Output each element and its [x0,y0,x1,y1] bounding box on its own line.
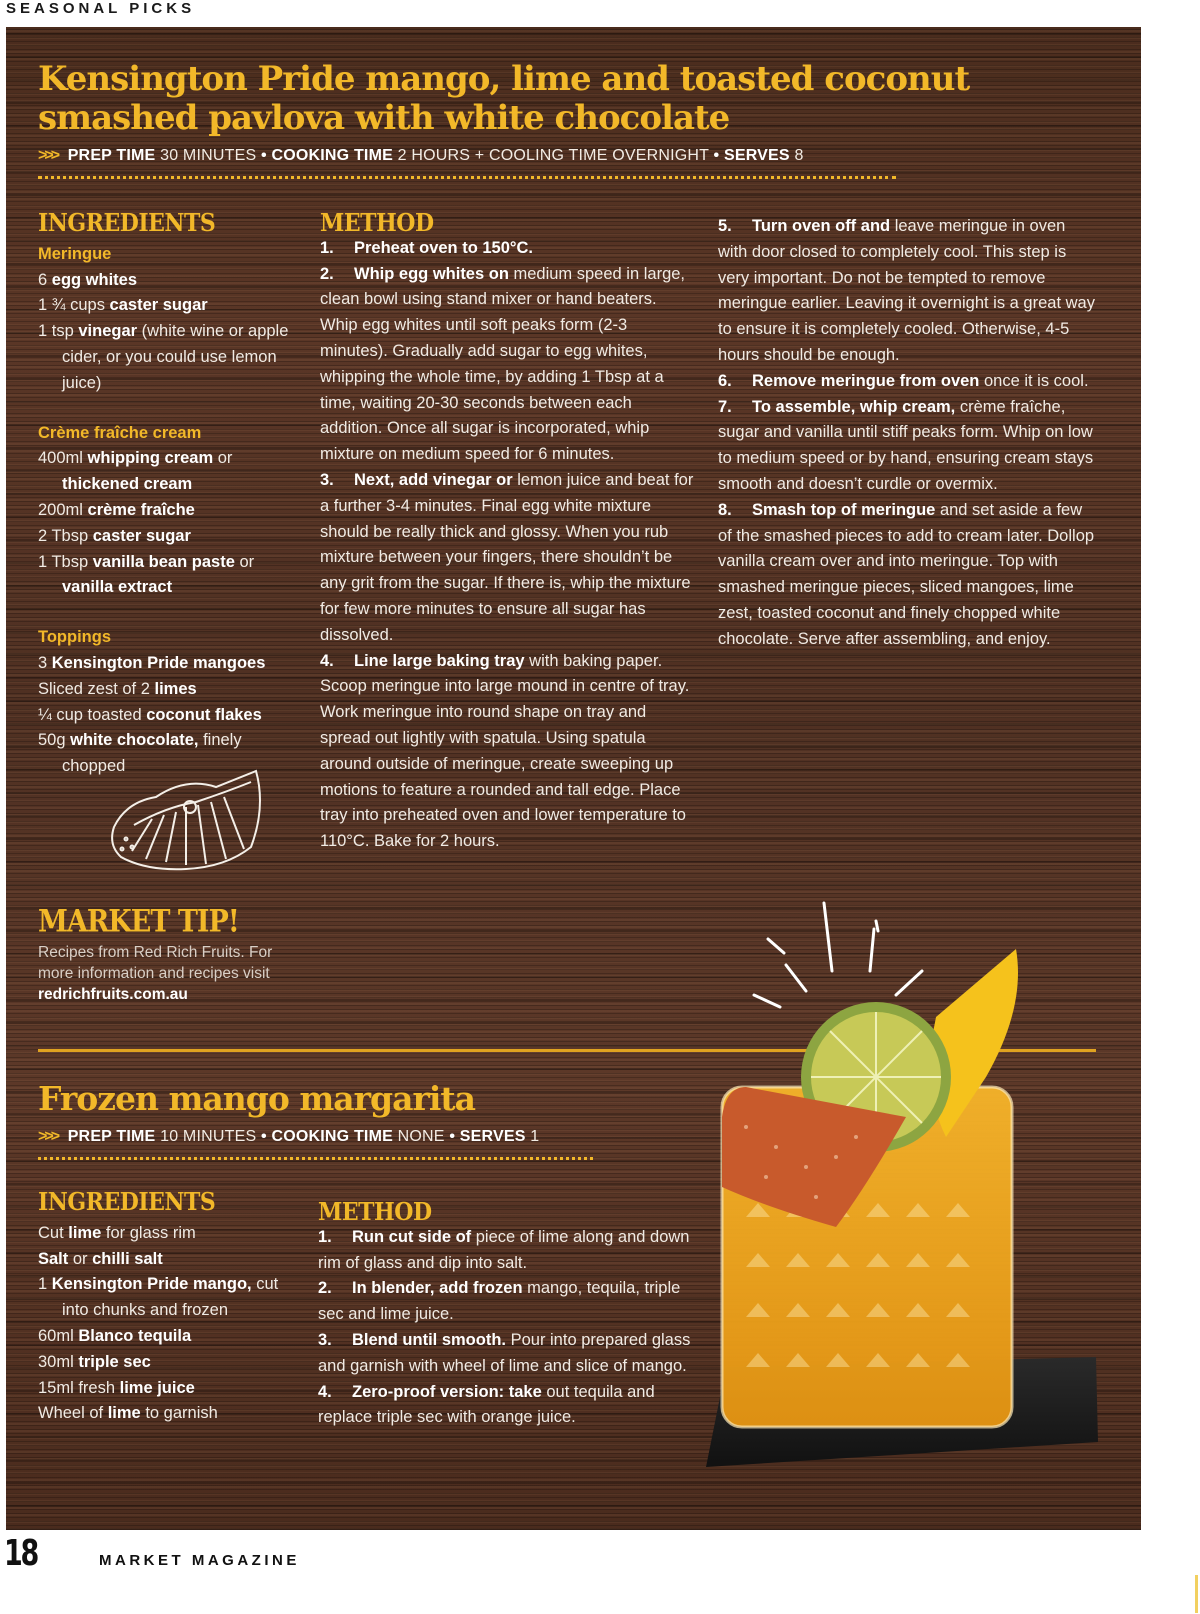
ingredient-item: 3 Kensington Pride mangoes [38,653,266,672]
publication-name: MARKET MAGAZINE [99,1552,300,1569]
recipe-board [6,27,1141,1530]
recipe2-meta: >>> PREP TIME 10 MINUTES • COOKING TIME NONE • SERVES 1 [38,1128,540,1145]
method-step: 8. Smash top of meringue and set aside a few of the smashed pieces to add to cream later. Dollop vanilla cream over and into meringue. Top with smashed meringue pieces, sliced mangoes, lime zest, toasted coconut and finely chopped white chocolate. Serve after assembling, and enjoy. [718,500,1095,648]
recipe1-method-col1 [320,210,698,855]
ingredient-item: 1 tsp vinegar (white wine or apple cider, or you could use lemon juice) [38,322,289,392]
recipe2-ingredients [38,1189,308,1427]
method-heading: METHOD [320,208,434,238]
ingredient-item: 1 Tbsp vanilla bean paste or vanilla extract [38,552,255,597]
chevrons-icon: >>> [38,147,58,164]
method-step: 1. Run cut side of piece of lime along and down rim of glass and dip into salt. [318,1227,690,1272]
ingredient-item: 200ml crème fraîche [38,500,195,519]
method-step: 6. Remove meringue from oven once it is cool. [718,371,1089,390]
ingredient-item: 2 Tbsp caster sugar [38,526,191,545]
method-step: 4. Zero-proof version: take out tequila and replace triple sec with orange juice. [318,1382,655,1427]
recipe1-title: Kensington Pride mango, lime and toasted coconut smashed pavlova with white chocolate [38,59,970,138]
margarita-photo [706,887,1106,1477]
ingredient-item: 400ml whipping cream or thickened cream [38,449,233,494]
recipe1-meta: >>> PREP TIME 30 MINUTES • COOKING TIME 2 HOURS + COOLING TIME OVERNIGHT • SERVES 8 [38,147,804,164]
method-heading: METHOD [318,1197,432,1227]
ingredient-item: 30ml triple sec [38,1352,151,1371]
ingredient-item: 60ml Blanco tequila [38,1326,192,1345]
ingredient-item: Sliced zest of 2 limes [38,679,197,698]
sparkle-lines-icon [754,903,922,1007]
method-step: 2. In blender, add frozen mango, tequila, triple sec and lime juice. [318,1279,681,1324]
method-step: 2. Whip egg whites on medium speed in large, clean bowl using stand mixer or hand beaters. Whip egg whites until soft peaks form (2-3 minutes). Gradually add sugar to egg whites, whipping the whole time, by adding 1 Tbsp at a time, waiting 20-30 seconds between each addition. Once all sugar is incorporated, whip mixture on medium speed for 6 minutes. [320,264,686,464]
market-tip-link[interactable]: redrichfruits.com.au [38,986,188,1003]
ingredient-item: Cut lime for glass rim [38,1223,196,1242]
method-step: 7. To assemble, whip cream, crème fraîche, sugar and vanilla until stiff peaks form. Whip on low to medium speed or by hand, ensuring cream stays smooth and doesn’t curdle or overmix. [718,397,1094,493]
ingredient-item: Wheel of lime to garnish [38,1404,218,1423]
group-heading-meringue: Meringue [38,244,112,263]
group-heading-toppings: Toppings [38,628,112,647]
ingredients-heading: INGREDIENTS [38,1187,216,1217]
ingredient-item: Salt or chilli salt [38,1249,163,1268]
ingredient-item: 15ml fresh lime juice [38,1378,195,1397]
lime-wedge-illustration-icon [106,767,271,872]
ingredient-item: ¼ cup toasted coconut flakes [38,705,262,724]
method-step: 4. Line large baking tray with baking paper. Scoop meringue into large mound in centre of tray. Work meringue into round shape on tray and spread out lightly with spatula. Using spatula around outside of meringue, create sweeping up motions to feature a rounded and tall edge. Place tray into preheated oven and lower temperature to 110°C. Bake for 2 hours. [320,651,690,851]
method-step: 1. Preheat oven to 150°C. [320,238,533,257]
recipe1-ingredients [38,210,308,780]
section-label: SEASONAL PICKS [6,0,196,17]
ingredients-heading: INGREDIENTS [38,208,216,238]
ingredient-item: 1 Kensington Pride mango, cut into chunks and frozen [38,1275,279,1320]
chevrons-icon: >>> [38,1128,58,1145]
page-number: 18 [4,1533,38,1574]
market-tip-body: Recipes from Red Rich Fruits. For more information and recipes visit redrichfruits.com.au [38,944,273,1003]
ingredient-item: 6 egg whites [38,270,138,289]
method-step: 5. Turn oven off and leave meringue in oven with door closed to completely cool. This step is very important. Do not be tempted to remove meringue earlier. Leaving it overnight is a great way to ensure it is completely cooled. Otherwise, 4-5 hours should be enough. [718,217,1095,364]
method-step: 3. Next, add vinegar or lemon juice and beat for a further 3-4 minutes. Final egg white mixture should be really thick and glossy. When you rub mixture between your fingers, there shouldn’t be any grit from the sugar. If there is, whip the mixture for few more minutes to ensure all sugar has dissolved. [320,470,694,644]
market-tip-heading: MARKET TIP! [38,904,239,940]
recipe1-method-col2 [718,214,1098,653]
recipe2-title: Frozen mango margarita [38,1079,476,1118]
dotted-divider [38,1157,593,1160]
page-edge-mark [1195,1575,1198,1613]
ingredient-item: 50g white chocolate, finely chopped [38,731,242,776]
method-step: 3. Blend until smooth. Pour into prepared glass and garnish with wheel of lime and slice of mango. [318,1330,691,1375]
ingredient-item: 1 ¾ cups caster sugar [38,296,208,315]
recipe2-method [318,1199,698,1431]
group-heading-creme-fraiche: Crème fraîche cream [38,423,202,442]
dotted-divider [38,176,896,179]
